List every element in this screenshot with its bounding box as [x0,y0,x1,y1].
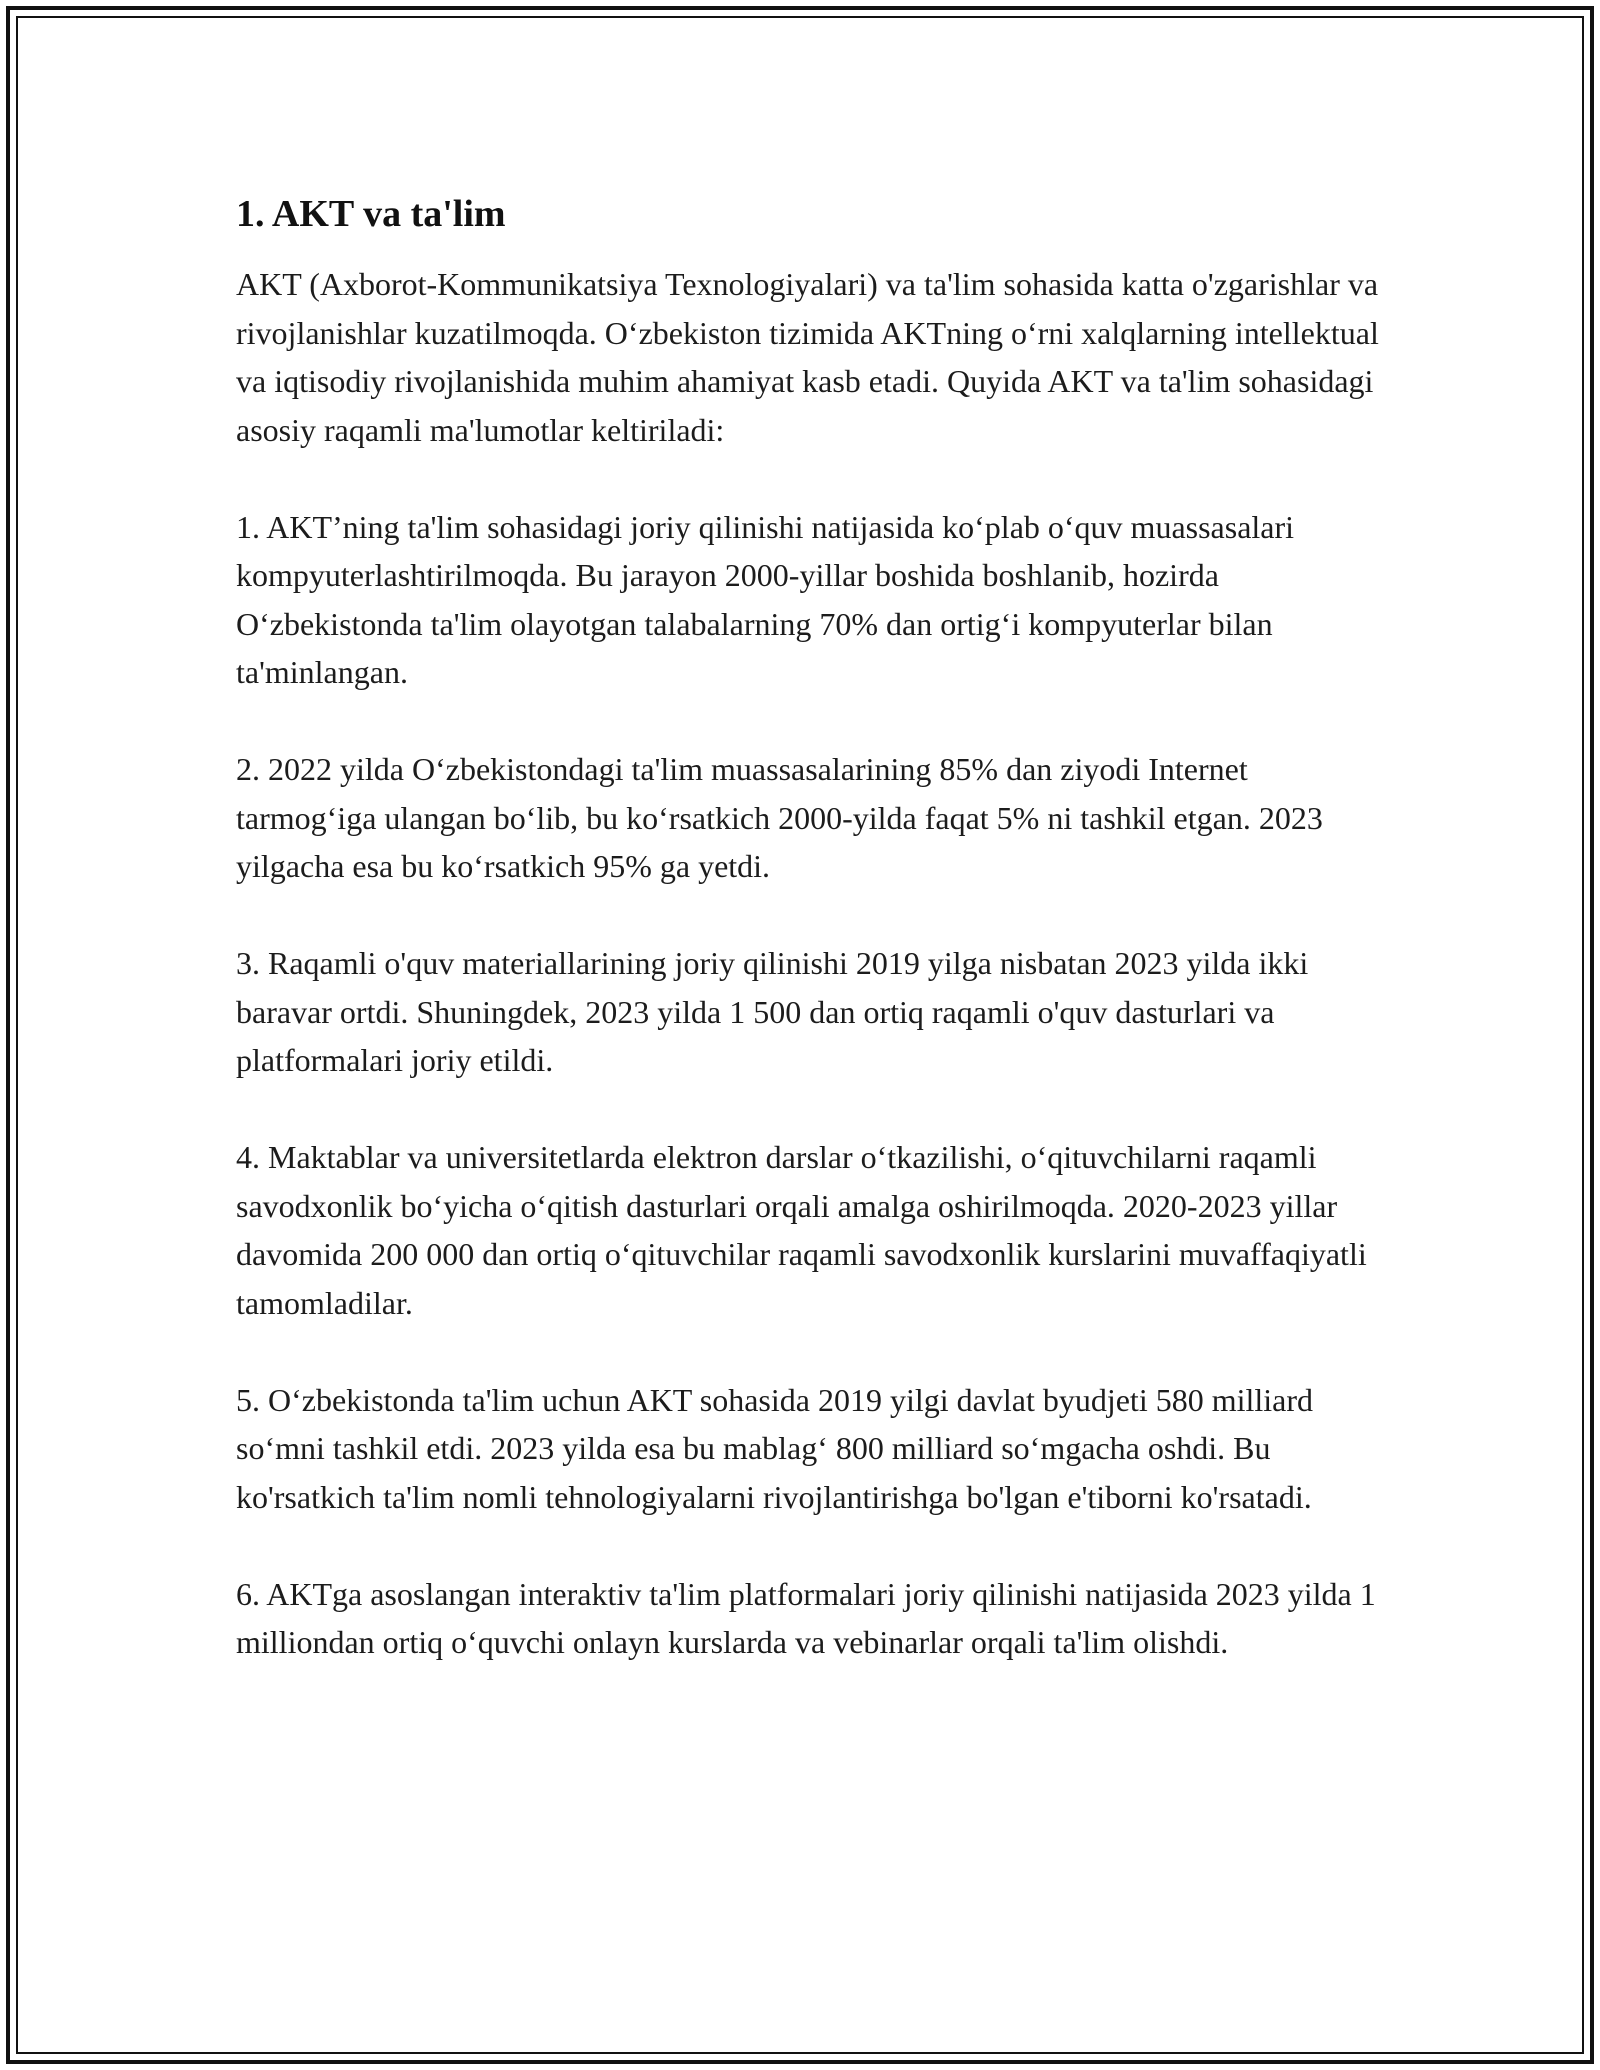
section-heading: 1. AKT va ta'lim [236,193,506,235]
list-item-4: 4. Maktablar va universitetlarda elektron darslar o‘tkazilishi, o‘qituvchilarni raqamli savodxonlik bo‘yicha o‘qitish dasturlari orqali amalga oshirilmoqda. 2020-2023 yillar davomida 200 000 dan ortiq o‘qituvchilar raqamli savodxonlik kurslarini muvaffaqiyatli tamomladilar. [236,1139,1367,1321]
list-item-5: 5. O‘zbekistonda ta'lim uchun AKT sohasida 2019 yilgi davlat byudjeti 580 milliard so‘mni tashkil etdi. 2023 yilda esa bu mablag‘ 800 milliard so‘mgacha oshdi. Bu ko'rsatkich ta'lim nomli tehnologiyalarni rivojlantirishga bo'lgan e'tiborni ko'rsatadi. [236,1381,1314,1515]
list-item-6: 6. AKTga asoslangan interaktiv ta'lim platformalari joriy qilinishi natijasida 2023 yilda 1 milliondan ortiq o‘quvchi onlayn kurslarda va vebinarlar orqali ta'lim olishdi. [236,1575,1376,1660]
list-item-3: 3. Raqamli o'quv materiallarining joriy qilinishi 2019 yilga nisbatan 2023 yilda ikki baravar ortdi. Shuningdek, 2023 yilda 1 500 dan ortiq raqamli o'quv dasturlari va platformalari joriy etildi. [236,945,1309,1078]
list-item-2: 2. 2022 yilda O‘zbekistondagi ta'lim muassasalarining 85% dan ziyodi Internet tarmog‘iga ulangan bo‘lib, bu ko‘rsatkich 2000-yilda faqat 5% ni tashkil etgan. 2023 yilgacha esa bu ko‘rsatkich 95% ga yetdi. [236,751,1323,884]
intro-paragraph: AKT (Axborot-Kommunikatsiya Texnologiyalari) va ta'lim sohasida katta o'zgarishlar va rivojlanishlar kuzatilmoqda. O‘zbekiston tizimida AKTning o‘rni xalqlarning intellektual va iqtisodiy rivojlanishida muhim ahamiyat kasb etadi. Quyida AKT va ta'lim sohasidagi asosiy raqamli ma'lumotlar keltiriladi: [236,266,1379,448]
list-item-1: 1. AKT’ning ta'lim sohasidagi joriy qilinishi natijasida ko‘plab o‘quv muassasalari kompyuterlashtirilmoqda. Bu jarayon 2000-yillar boshida boshlanib, hozirda O‘zbekistonda ta'lim olayotgan talabalarning 70% dan ortig‘i kompyuterlar bilan ta'minlangan. [236,508,1295,690]
document-body [236,186,1396,1667]
